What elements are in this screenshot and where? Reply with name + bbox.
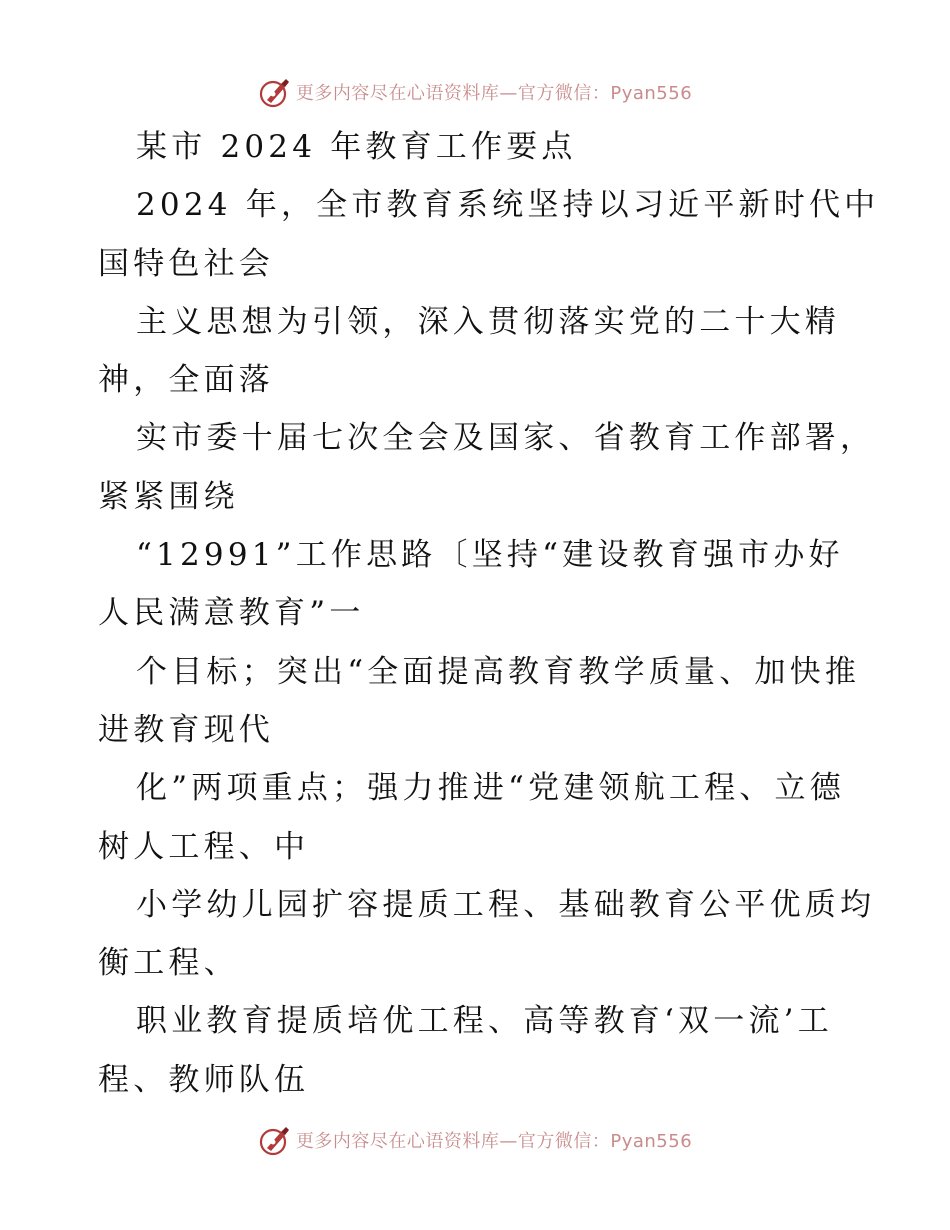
paragraph-line: 主义思想为引领，深入贯彻落实党的二十大精 bbox=[136, 303, 840, 340]
footer-banner bbox=[0, 1120, 950, 1160]
paragraph-line: 小学幼儿园扩容提质工程、基础教育公平优质均 bbox=[136, 886, 876, 923]
paragraph-line: 2024 年，全市教育系统坚持以习近平新时代中 bbox=[136, 187, 880, 224]
paragraph-line: 化”两项重点；强力推进“党建领航工程、立德 bbox=[136, 770, 845, 807]
paragraph-line: 个目标；突出“全面提高教育教学质量、加快推 bbox=[136, 653, 861, 690]
paragraph-line: “12991”工作思路〔坚持“建设教育强市办好 bbox=[136, 537, 844, 574]
paragraph-line: 国特色社会 bbox=[98, 245, 274, 282]
paragraph-line: 人民满意教育”一 bbox=[98, 595, 365, 632]
paragraph-line: 紧紧围绕 bbox=[98, 478, 239, 515]
paragraph-line: 神，全面落 bbox=[98, 362, 274, 399]
header-banner bbox=[0, 72, 950, 112]
pen-logo-icon bbox=[258, 75, 292, 109]
pen-logo-icon bbox=[258, 1123, 292, 1157]
banner-text: 更多内容尽在心语资料库—官方微信：Pyan556 bbox=[295, 83, 693, 104]
banner-text: 更多内容尽在心语资料库—官方微信：Pyan556 bbox=[295, 1131, 693, 1152]
paragraph-line: 职业教育提质培优工程、高等教育‘双一流’工 bbox=[136, 1003, 833, 1040]
paragraph-line: 进教育现代 bbox=[98, 711, 274, 748]
paragraph-line: 衡工程、 bbox=[98, 945, 239, 982]
paragraph-line: 程、教师队伍 bbox=[98, 1061, 310, 1098]
paragraph-line: 树人工程、中 bbox=[98, 828, 310, 865]
document-body bbox=[98, 118, 880, 1109]
document-title: 某市 2024 年教育工作要点 bbox=[136, 129, 577, 165]
paragraph-line: 实市委十届七次全会及国家、省教育工作部署， bbox=[136, 420, 876, 457]
